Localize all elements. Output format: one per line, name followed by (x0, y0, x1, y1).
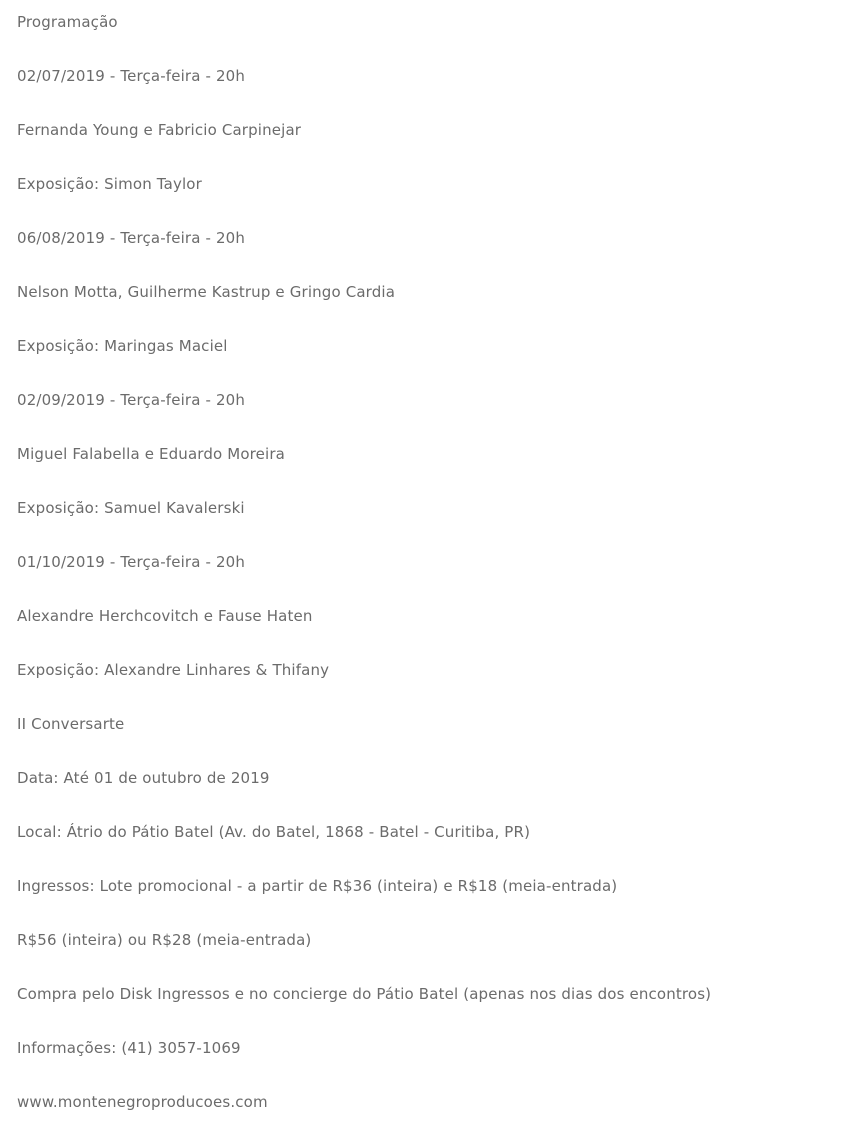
info-tickets-regular: R$56 (inteira) ou R$28 (meia-entrada) (17, 931, 312, 949)
event-exhibition: Exposição: Maringas Maciel (17, 337, 228, 355)
event-guests: Fernanda Young e Fabricio Carpinejar (17, 121, 302, 139)
event-exhibition: Exposição: Simon Taylor (17, 175, 202, 193)
event-exhibition: Exposição: Samuel Kavalerski (17, 499, 245, 517)
info-purchase: Compra pelo Disk Ingressos e no concierge do Pátio Batel (apenas nos dias dos encontros) (17, 985, 712, 1003)
event-date: 01/10/2019 - Terça-feira - 20h (17, 553, 246, 571)
event-guests: Miguel Falabella e Eduardo Moreira (17, 445, 286, 463)
event-exhibition: Exposição: Alexandre Linhares & Thifany (17, 661, 330, 679)
schedule-heading: Programação (17, 13, 118, 31)
event-date: 02/09/2019 - Terça-feira - 20h (17, 391, 246, 409)
event-guests: Alexandre Herchcovitch e Fause Haten (17, 607, 313, 625)
info-tickets-promo: Ingressos: Lote promocional - a partir de R$36 (inteira) e R$18 (meia-entrada) (17, 877, 618, 895)
event-date: 02/07/2019 - Terça-feira - 20h (17, 67, 246, 85)
event-date: 06/08/2019 - Terça-feira - 20h (17, 229, 246, 247)
info-website (17, 1092, 837, 1146)
event-series-title: II Conversarte (17, 715, 125, 733)
info-location: Local: Átrio do Pátio Batel (Av. do Batel, 1868 - Batel - Curitiba, PR) (17, 823, 531, 841)
article-body (17, 12, 837, 1146)
info-phone: Informações: (41) 3057-1069 (17, 1039, 241, 1057)
event-guests: Nelson Motta, Guilherme Kastrup e Gringo Cardia (17, 283, 396, 301)
website-link[interactable]: www.montenegroproducoes.com (17, 1093, 268, 1111)
info-date: Data: Até 01 de outubro de 2019 (17, 769, 270, 787)
